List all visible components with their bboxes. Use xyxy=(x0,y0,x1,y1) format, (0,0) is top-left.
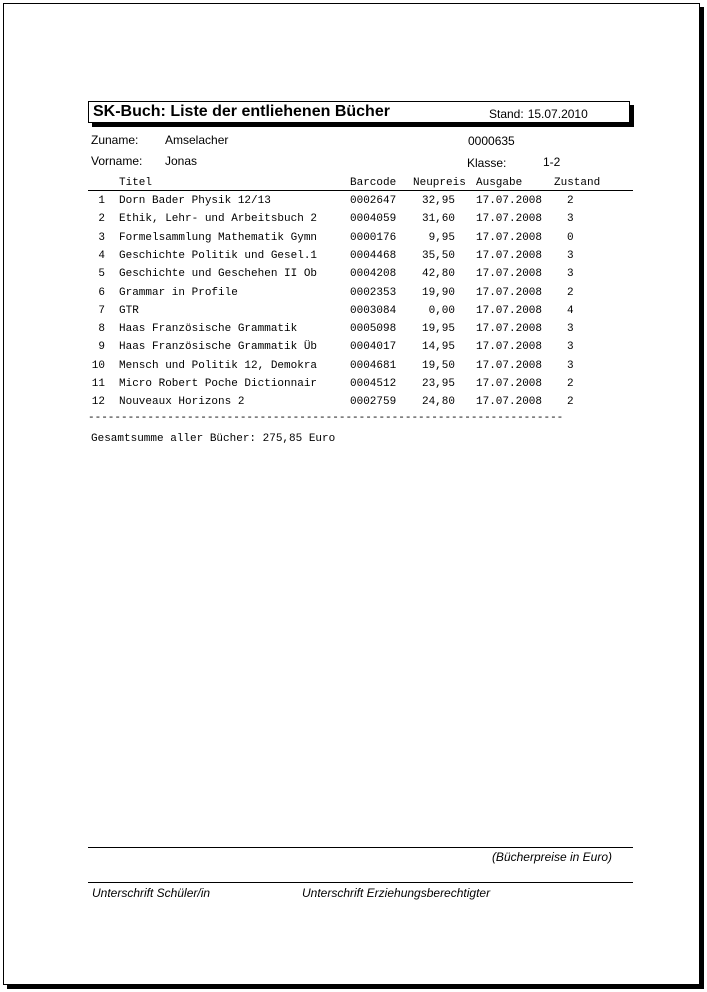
row-barcode: 0002353 xyxy=(350,286,397,299)
row-barcode: 0004681 xyxy=(350,359,397,372)
row-title: Grammar in Profile xyxy=(119,286,238,299)
row-issue-date: 17.07.2008 xyxy=(476,341,543,354)
table-separator: ------------------------------------------------------------------------ xyxy=(88,412,564,424)
row-number: 3 xyxy=(98,231,105,244)
signature-parent: Unterschrift Erziehungsberechtigter xyxy=(302,886,491,900)
col-header-titel: Titel xyxy=(119,177,153,189)
row-number: 4 xyxy=(98,249,105,262)
row-number: 12 xyxy=(91,396,105,409)
stand-date xyxy=(489,107,592,121)
row-number: 8 xyxy=(98,323,105,336)
footer-rule-bottom xyxy=(88,882,633,883)
report-title: SK-Buch: Liste der entliehenen Bücher xyxy=(93,103,390,120)
row-condition: 3 xyxy=(567,341,574,354)
row-price: 19,95 xyxy=(421,323,455,336)
row-issue-date: 17.07.2008 xyxy=(476,195,543,207)
row-issue-date: 17.07.2008 xyxy=(476,359,543,372)
row-issue-date: 17.07.2008 xyxy=(476,249,543,262)
row-price: 32,95 xyxy=(421,195,455,207)
row-barcode: 0002647 xyxy=(350,195,397,207)
signature-student: Unterschrift Schüler/in xyxy=(92,886,211,900)
row-price: 42,80 xyxy=(421,268,455,281)
row-barcode: 0005098 xyxy=(350,323,397,336)
row-issue-date: 17.07.2008 xyxy=(476,304,543,317)
vorname-label: Vorname: xyxy=(91,154,143,168)
row-condition: 2 xyxy=(567,378,574,390)
stand-label: Stand: xyxy=(489,107,524,121)
col-header-ausgabe: Ausgabe xyxy=(476,177,523,189)
col-header-zustand: Zustand xyxy=(554,177,601,189)
row-issue-date: 17.07.2008 xyxy=(476,396,543,409)
row-title: Micro Robert Poche Dictionnair xyxy=(119,378,318,390)
row-condition: 2 xyxy=(567,286,574,299)
row-issue-date: 17.07.2008 xyxy=(476,286,543,299)
stand-value: 15.07.2010 xyxy=(527,107,588,121)
zuname-label: Zuname: xyxy=(91,133,139,147)
row-title: Dorn Bader Physik 12/13 xyxy=(119,195,271,207)
row-barcode: 0004512 xyxy=(350,378,397,390)
row-price: 14,95 xyxy=(421,341,455,354)
row-number: 11 xyxy=(91,378,105,390)
row-condition: 3 xyxy=(567,323,574,336)
row-number: 5 xyxy=(98,268,105,281)
row-condition: 2 xyxy=(567,396,574,409)
row-number: 1 xyxy=(98,195,105,207)
row-barcode: 0004017 xyxy=(350,341,397,354)
row-price: 24,80 xyxy=(421,396,455,409)
row-number: 9 xyxy=(98,341,105,354)
col-header-barcode: Barcode xyxy=(350,177,397,189)
student-id: 0000635 xyxy=(468,134,515,148)
row-condition: 3 xyxy=(567,359,574,372)
klasse-value: 1-2 xyxy=(543,155,561,169)
row-number: 2 xyxy=(98,213,105,226)
row-issue-date: 17.07.2008 xyxy=(476,323,543,336)
row-barcode: 0004059 xyxy=(350,213,397,226)
row-issue-date: 17.07.2008 xyxy=(476,378,543,390)
price-note: (Bücherpreise in Euro) xyxy=(491,850,612,864)
row-condition: 2 xyxy=(567,195,574,207)
row-price: 23,95 xyxy=(421,378,455,390)
row-title: Geschichte Politik und Gesel.1 xyxy=(119,249,318,262)
row-title: Nouveaux Horizons 2 xyxy=(119,396,245,409)
header-rule xyxy=(88,190,633,191)
row-price: 0,00 xyxy=(428,304,455,317)
row-barcode: 0004468 xyxy=(350,249,397,262)
vorname-value: Jonas xyxy=(165,154,198,168)
total-sum: Gesamtsumme aller Bücher: 275,85 Euro xyxy=(91,433,336,445)
row-price: 9,95 xyxy=(428,231,455,244)
row-issue-date: 17.07.2008 xyxy=(476,213,543,226)
row-barcode: 0000176 xyxy=(350,231,397,244)
row-title: GTR xyxy=(119,304,139,317)
row-number: 7 xyxy=(98,304,105,317)
row-condition: 3 xyxy=(567,249,574,262)
row-issue-date: 17.07.2008 xyxy=(476,268,543,281)
row-number: 6 xyxy=(98,286,105,299)
row-barcode: 0002759 xyxy=(350,396,397,409)
row-condition: 3 xyxy=(567,213,574,226)
row-barcode: 0003084 xyxy=(350,304,397,317)
zuname-value: Amselacher xyxy=(165,133,229,147)
footer-rule-top xyxy=(88,847,633,848)
row-condition: 0 xyxy=(567,231,574,244)
title-box xyxy=(88,101,630,123)
row-price: 31,60 xyxy=(421,213,455,226)
row-title: Ethik, Lehr- und Arbeitsbuch 2 xyxy=(119,213,318,226)
row-title: Haas Französische Grammatik xyxy=(119,323,298,336)
row-title: Haas Französische Grammatik Üb xyxy=(119,341,318,354)
row-condition: 3 xyxy=(567,268,574,281)
report-page xyxy=(3,3,700,985)
row-number: 10 xyxy=(91,359,105,372)
row-barcode: 0004208 xyxy=(350,268,397,281)
klasse-label: Klasse: xyxy=(467,156,507,170)
col-header-neupreis: Neupreis xyxy=(413,177,466,189)
row-issue-date: 17.07.2008 xyxy=(476,231,543,244)
row-price: 19,50 xyxy=(421,359,455,372)
row-condition: 4 xyxy=(567,304,574,317)
row-title: Geschichte und Geschehen II Ob xyxy=(119,268,318,281)
row-title: Formelsammlung Mathematik Gymn xyxy=(119,231,318,244)
row-price: 19,90 xyxy=(421,286,455,299)
row-title: Mensch und Politik 12, Demokra xyxy=(119,359,318,372)
row-price: 35,50 xyxy=(421,249,455,262)
